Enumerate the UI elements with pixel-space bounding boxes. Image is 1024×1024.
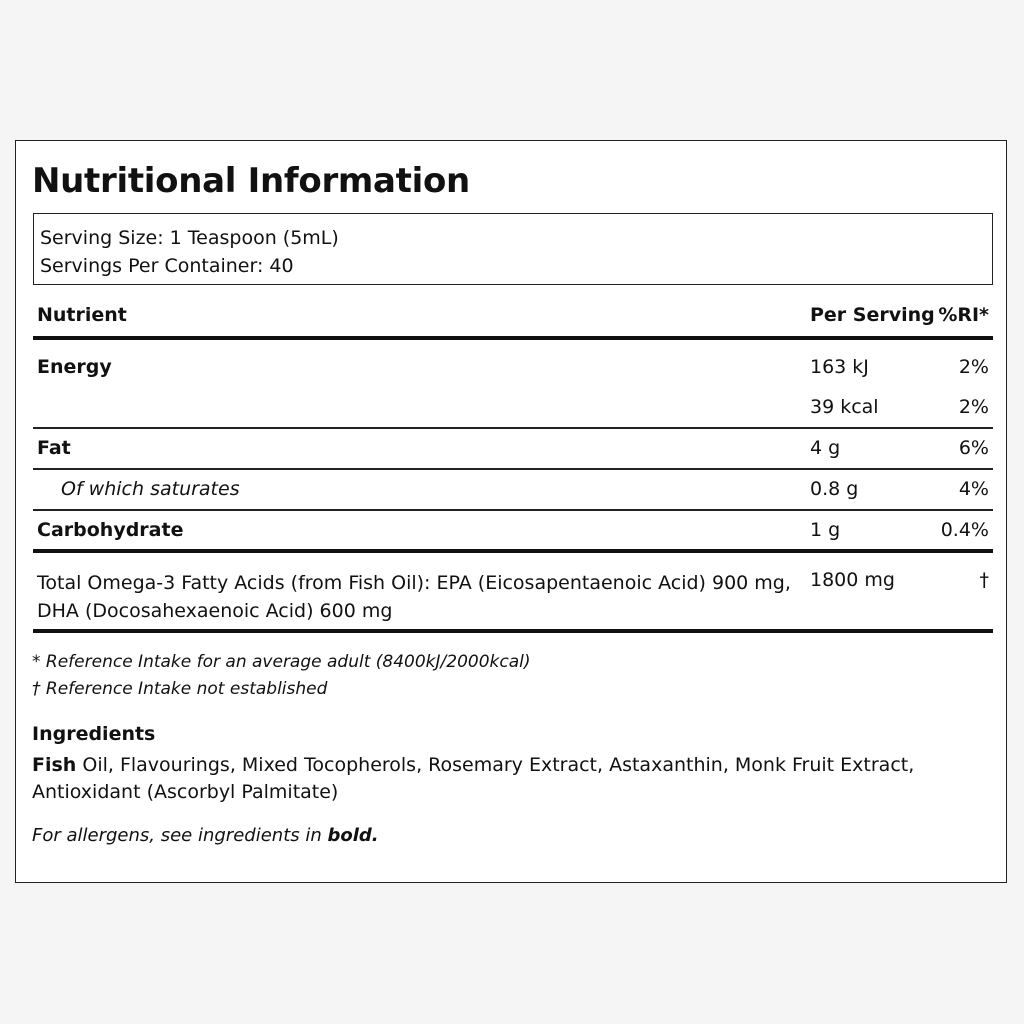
ri-value: † [979,569,989,591]
ri-value: 0.4% [940,519,989,541]
nutrient-name: Carbohydrate [37,519,184,541]
ingredients-list [32,752,972,806]
servings-per-container: Servings Per Container: 40 [40,255,294,277]
per-serving-value: 39 kcal [810,396,879,418]
ri-value: 4% [958,478,989,500]
nutrient-name: Energy [37,356,112,378]
per-serving-value: 4 g [810,437,841,459]
header-per-serving: Per Serving [810,304,935,326]
nutrient-name: Fat [37,437,71,459]
footnote-ri: * Reference Intake for an average adult (8400kJ/2000kcal) [32,652,531,672]
ingredients-rest: Oil, Flavourings, Mixed Tocopherols, Rosemary Extract, Astaxanthin, Monk Fruit Extract, Antioxidant (Ascorbyl Palmitate) [32,754,915,803]
serving-info-box [33,213,993,285]
serving-size: Serving Size: 1 Teaspoon (5mL) [40,227,339,249]
allergen-fish: Fish [32,754,77,776]
row-divider [33,427,993,429]
nutrition-panel [15,140,1007,883]
ri-value: 2% [958,356,989,378]
ri-value: 2% [958,396,989,418]
per-serving-value: 1800 mg [810,569,895,591]
omega-nutrient-name: Total Omega-3 Fatty Acids (from Fish Oil): EPA (Eicosapentaenoic Acid) 900 mg, DHA (Docosahexaenoic Acid) 600 mg [37,572,791,622]
header-ri: %RI* [938,304,989,326]
header-nutrient: Nutrient [37,304,127,326]
allergen-note-bold: bold. [327,825,379,846]
allergen-note [32,825,379,846]
page-title: Nutritional Information [32,161,470,201]
per-serving-value: 1 g [810,519,841,541]
row-divider [33,468,993,470]
per-serving-value: 163 kJ [810,356,869,378]
ingredients-heading: Ingredients [32,723,156,745]
per-serving-value: 0.8 g [810,478,859,500]
row-divider [33,509,993,511]
header-rule [33,336,993,340]
footnote-not-established: † Reference Intake not established [32,679,328,699]
section-rule [33,549,993,553]
nutrient-name: Of which saturates [61,478,240,500]
ri-value: 6% [958,437,989,459]
allergen-note-prefix: For allergens, see ingredients in [32,825,328,846]
table-bottom-rule [33,629,993,633]
